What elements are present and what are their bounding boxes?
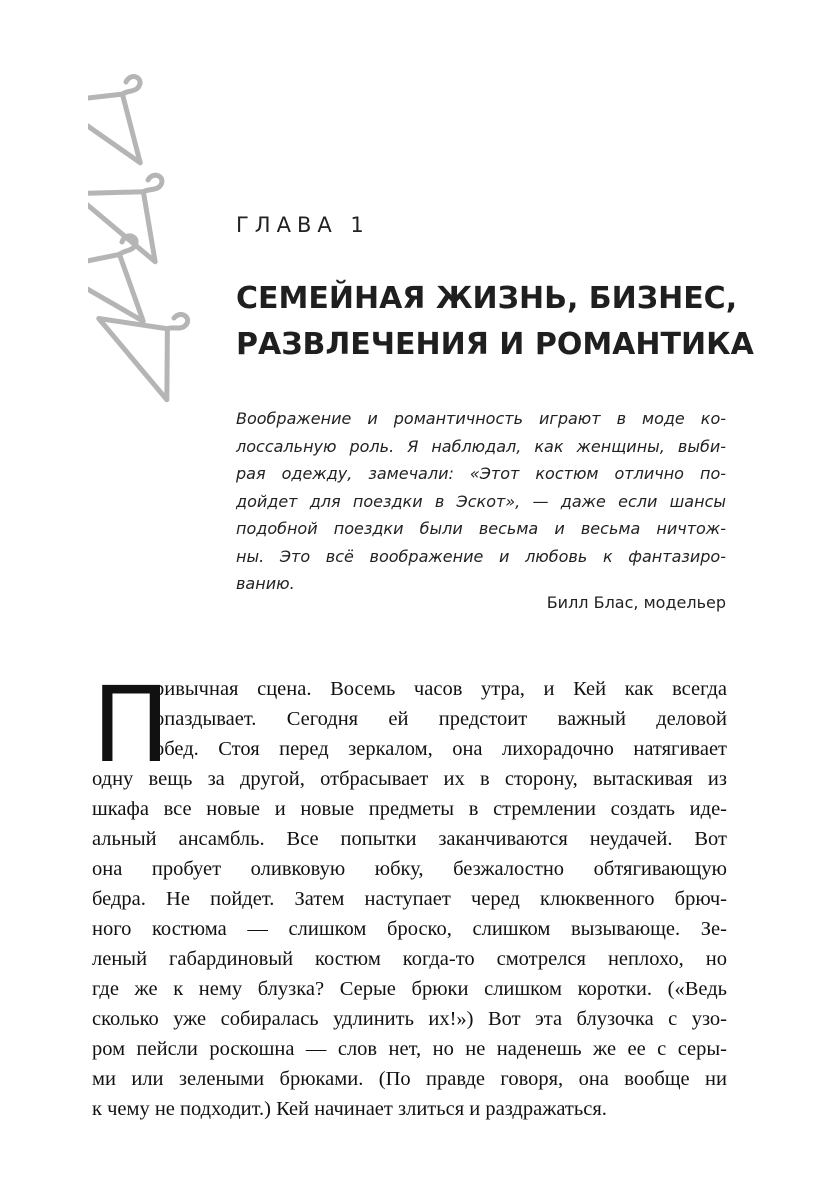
epigraph-line: ванию.: [236, 574, 295, 593]
body-line: ми или зелеными брюками. (По правде говоря, она вообще ни: [92, 1068, 727, 1090]
drop-cap: П: [92, 664, 171, 786]
hangers-decoration: [88, 70, 228, 410]
body-line: обед. Стоя перед зеркалом, она лихорадочно натягивает: [154, 738, 727, 760]
epigraph-line: лоссальную роль. Я наблюдал, как женщины, выби-: [236, 436, 726, 456]
epigraph-line: Воображение и романтичность играют в моде ко-: [236, 409, 726, 428]
body-line: она пробует оливковую юбку, безжалостно обтягивающую: [92, 858, 727, 880]
body-line: к чему не подходит.) Кей начинает злиться и раздражаться.: [92, 1098, 607, 1120]
body-line: одну вещь за другой, отбрасывает их в сторону, вытаскивая из: [92, 768, 727, 790]
body-line: сколько уже собиралась удлинить их!») Вот эта блузочка с узо-: [92, 1008, 727, 1030]
body-line: ного костюма — слишком броско, слишком вызывающе. Зе-: [92, 918, 727, 940]
chapter-label: ГЛАВА 1: [236, 213, 370, 237]
epigraph-line: ны. Это всё воображение и любовь к фантазиро-: [236, 546, 726, 566]
body-line: леный габардиновый костюм когда-то смотрелся неплохо, но: [92, 948, 727, 970]
epigraph-attribution: Билл Блас, модельер: [546, 593, 726, 612]
body-line: опаздывает. Сегодня ей предстоит важный деловой: [154, 708, 727, 730]
chapter-title-line: СЕМЕЙНАЯ ЖИЗНЬ, БИЗНЕС,: [236, 281, 738, 316]
body-line: ривычная сцена. Восемь часов утра, и Кей как всегда: [154, 678, 727, 700]
chapter-title: [236, 276, 754, 368]
body-line: шкафа все новые и новые предметы в стремлении создать иде-: [92, 798, 727, 820]
epigraph: [236, 405, 726, 598]
chapter-title-line: РАЗВЛЕЧЕНИЯ И РОМАНТИКА: [236, 327, 754, 362]
body-line: бедра. Не пойдет. Затем наступает черед клюквенного брюч-: [92, 888, 727, 910]
body-line: где же к нему блузка? Серые брюки слишком коротки. («Ведь: [92, 978, 727, 1000]
epigraph-line: рая одежду, замечали: «Этот костюм отлично по-: [236, 464, 726, 483]
body-line: ром пейсли роскошна — слов нет, но не наденешь же ее с серы-: [92, 1038, 727, 1060]
epigraph-line: дойдет для поездки в Эскот», — даже если шансы: [236, 491, 726, 511]
epigraph-line: подобной поездки были весьма и весьма ничтож-: [236, 519, 726, 538]
hangers-icon: [88, 70, 228, 410]
body-line: альный ансамбль. Все попытки заканчиваются неудачей. Вот: [92, 828, 727, 850]
